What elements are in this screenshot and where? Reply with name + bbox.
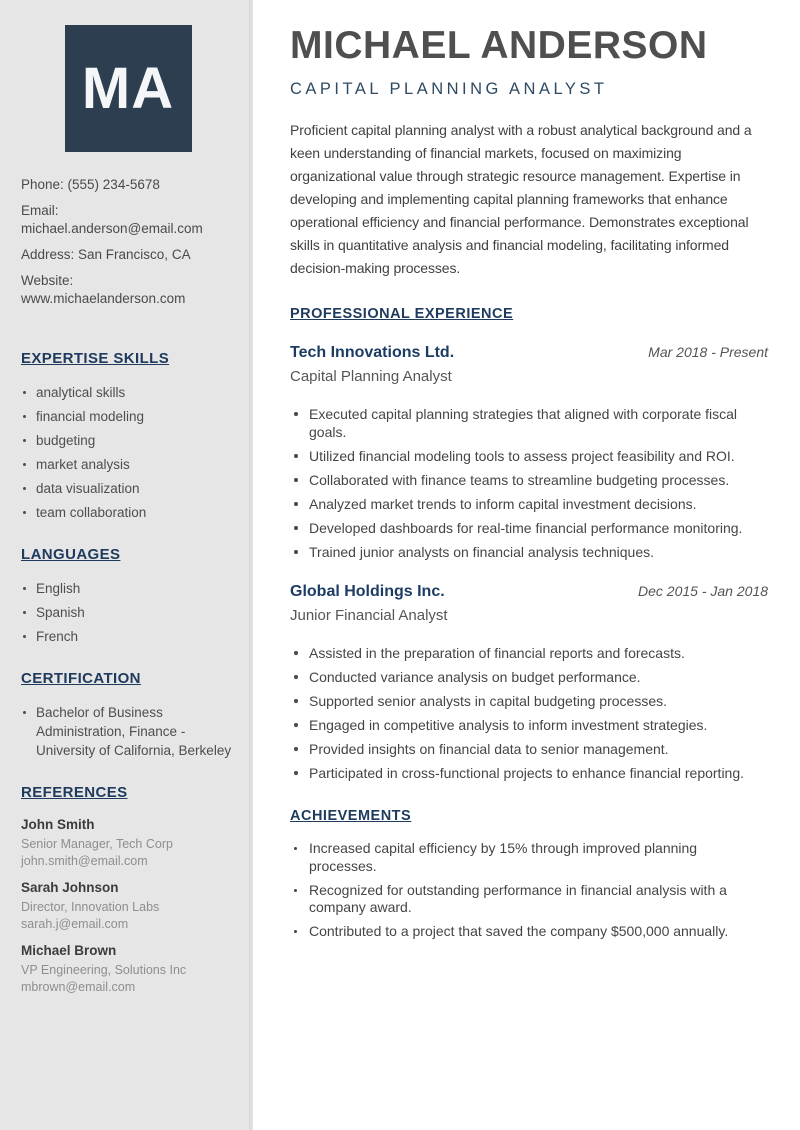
- job-bullet: Developed dashboards for real-time financial performance monitoring.: [290, 519, 768, 537]
- reference-name: Sarah Johnson: [21, 880, 119, 895]
- skill-item: data visualization: [21, 479, 235, 498]
- languages-heading: LANGUAGES: [21, 546, 121, 563]
- achievement-item: Recognized for outstanding performance in financial analysis with a company award.: [290, 882, 768, 917]
- achievements-list: [290, 840, 768, 941]
- skill-item: market analysis: [21, 455, 235, 474]
- reference-entry: [21, 880, 235, 933]
- job-bullet: Executed capital planning strategies that aligned with corporate fiscal goals.: [290, 405, 768, 441]
- job-bullet: Trained junior analysts on financial analysis techniques.: [290, 543, 768, 561]
- experience-entry: [290, 344, 768, 561]
- languages-list: [21, 579, 235, 646]
- job-bullet: Provided insights on financial data to senior management.: [290, 740, 768, 758]
- job-bullet: Supported senior analysts in capital budgeting processes.: [290, 692, 768, 710]
- contact-address: Address: San Francisco, CA: [21, 247, 191, 262]
- language-item: English: [21, 579, 235, 598]
- reference-role: Director, Innovation Labs: [21, 900, 160, 914]
- experience-heading: PROFESSIONAL EXPERIENCE: [290, 306, 514, 322]
- company-name: Tech Innovations Ltd.: [290, 344, 455, 361]
- certification-heading: CERTIFICATION: [21, 670, 141, 687]
- contact-email: Email: michael.anderson@email.com: [21, 203, 203, 236]
- contact-phone: Phone: (555) 234-5678: [21, 177, 160, 192]
- person-name: MICHAEL ANDERSON: [290, 24, 708, 67]
- experience-entry: [290, 583, 768, 782]
- achievements-heading: ACHIEVEMENTS: [290, 808, 412, 824]
- job-bullet: Analyzed market trends to inform capital investment decisions.: [290, 495, 768, 513]
- job-role: Junior Financial Analyst: [290, 607, 448, 624]
- reference-email: mbrown@email.com: [21, 980, 136, 994]
- reference-role: Senior Manager, Tech Corp: [21, 837, 173, 851]
- job-header: [290, 583, 768, 601]
- job-bullet-list: [290, 405, 768, 561]
- job-bullet-list: [290, 644, 768, 782]
- skill-item: financial modeling: [21, 407, 235, 426]
- skills-list: [21, 383, 235, 522]
- job-bullet: Utilized financial modeling tools to assess project feasibility and ROI.: [290, 447, 768, 465]
- language-item: Spanish: [21, 603, 235, 622]
- job-bullet: Participated in cross-functional projects to enhance financial reporting.: [290, 764, 768, 782]
- job-bullet: Conducted variance analysis on budget performance.: [290, 668, 768, 686]
- sidebar: [0, 0, 253, 1130]
- job-bullet: Engaged in competitive analysis to inform investment strategies.: [290, 716, 768, 734]
- reference-email: sarah.j@email.com: [21, 917, 129, 931]
- company-name: Global Holdings Inc.: [290, 583, 445, 600]
- profile-summary: Proficient capital planning analyst with a robust analytical background and a keen understanding of financial markets, focused on maximizing organizational value through strategic resource management. Expertise in developing and implementing capital planning frameworks that enhance operational efficiency and financial performance. Demonstrates exceptional skills in quantitative analysis and financial modeling, facilitating informed decision-making processes.: [290, 122, 752, 276]
- skill-item: team collaboration: [21, 503, 235, 522]
- job-dates: Mar 2018 - Present: [648, 344, 768, 360]
- skill-item: analytical skills: [21, 383, 235, 402]
- reference-name: Michael Brown: [21, 943, 117, 958]
- job-role: Capital Planning Analyst: [290, 368, 452, 385]
- main-content: [253, 0, 800, 1130]
- skill-item: budgeting: [21, 431, 235, 450]
- job-bullet: Assisted in the preparation of financial reports and forecasts.: [290, 644, 768, 662]
- reference-email: john.smith@email.com: [21, 854, 148, 868]
- monogram-avatar: [65, 25, 192, 152]
- certification-list: [21, 703, 235, 760]
- language-item: French: [21, 627, 235, 646]
- certification-item: Bachelor of Business Administration, Finance - University of California, Berkeley: [21, 703, 235, 760]
- reference-entry: [21, 943, 235, 996]
- monogram-initials: MA: [81, 56, 175, 121]
- contact-info: [21, 176, 235, 308]
- contact-website: Website: www.michaelanderson.com: [21, 273, 186, 306]
- job-bullet: Collaborated with finance teams to streamline budgeting processes.: [290, 471, 768, 489]
- reference-entry: [21, 817, 235, 870]
- reference-role: VP Engineering, Solutions Inc: [21, 963, 187, 977]
- reference-name: John Smith: [21, 817, 95, 832]
- person-title: CAPITAL PLANNING ANALYST: [290, 80, 608, 98]
- achievement-item: Increased capital efficiency by 15% through improved planning processes.: [290, 840, 768, 875]
- job-header: [290, 344, 768, 362]
- achievement-item: Contributed to a project that saved the company $500,000 annually.: [290, 923, 768, 941]
- references-heading: REFERENCES: [21, 784, 128, 801]
- skills-heading: EXPERTISE SKILLS: [21, 350, 170, 367]
- job-dates: Dec 2015 - Jan 2018: [638, 583, 768, 599]
